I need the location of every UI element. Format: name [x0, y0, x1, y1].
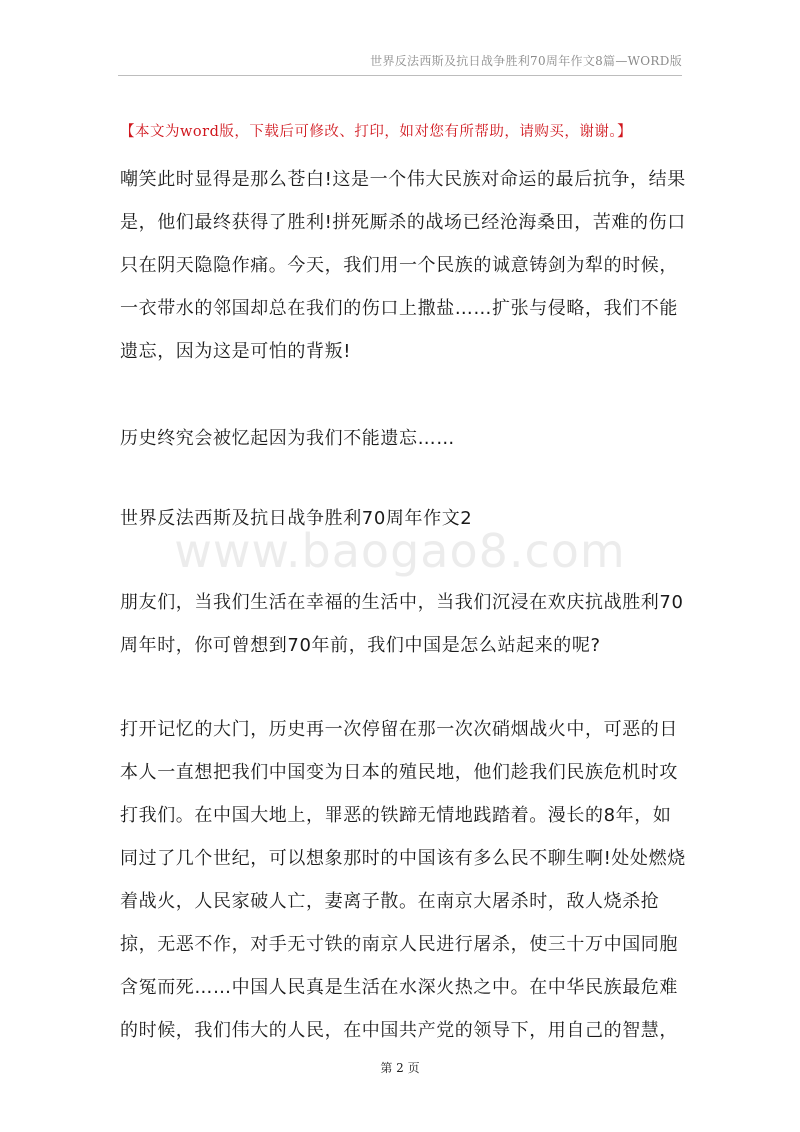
watermark: www.baogao8.com	[174, 524, 626, 578]
page-header-title: 世界反法西斯及抗日战争胜利70周年作文8篇—WORD版	[370, 54, 682, 68]
paragraph-4: 打开记忆的大门，历史再一次停留在那一次次硝烟战火中，可恶的日本人一直想把我们中国变为日本的殖民地，他们趁我们民族危机时攻打我们。在中国大地上，罪恶的铁蹄无情地践踏着。漫长的8年，如同过了几个世纪，可以想象那时的中国该有多么民不聊生啊!处处燃烧着战火，人民家破人亡，妻离子散。在南京大屠杀时，敌人烧杀抢掠，无恶不作，对手无寸铁的南京人民进行屠杀，使三十万中国同胞含冤而死……中国人民真是生活在水深火热之中。在中华民族最危难的时候，我们伟大的人民，在中国共产党的领导下，用自己的智慧，	[120, 719, 686, 1041]
paragraph-2: 历史终究会被忆起因为我们不能遗忘……	[120, 428, 455, 449]
page-number: 第 2 页	[380, 1061, 420, 1075]
header-divider	[118, 75, 682, 76]
paragraph-1: 嘲笑此时显得是那么苍白!这是一个伟大民族对命运的最后抗争，结果是，他们最终获得了胜利!拼死厮杀的战场已经沧海桑田，苦难的伤口只在阴天隐隐作痛。今天，我们用一个民族的诚意铸剑为犁的时候，一衣带水的邻国却总在我们的伤口上撒盐……扩张与侵略，我们不能遗忘，因为这是可怕的背叛!	[120, 169, 686, 362]
section-heading: 世界反法西斯及抗日战争胜利70周年作文2	[120, 508, 473, 529]
paragraph-3: 朋友们，当我们生活在幸福的生活中，当我们沉浸在欢庆抗战胜利70周年时，你可曾想到70年前，我们中国是怎么站起来的呢?	[120, 592, 684, 656]
purchase-notice: 【本文为word版，下载后可修改、打印，如对您有所帮助，请购买，谢谢。】	[120, 124, 633, 140]
